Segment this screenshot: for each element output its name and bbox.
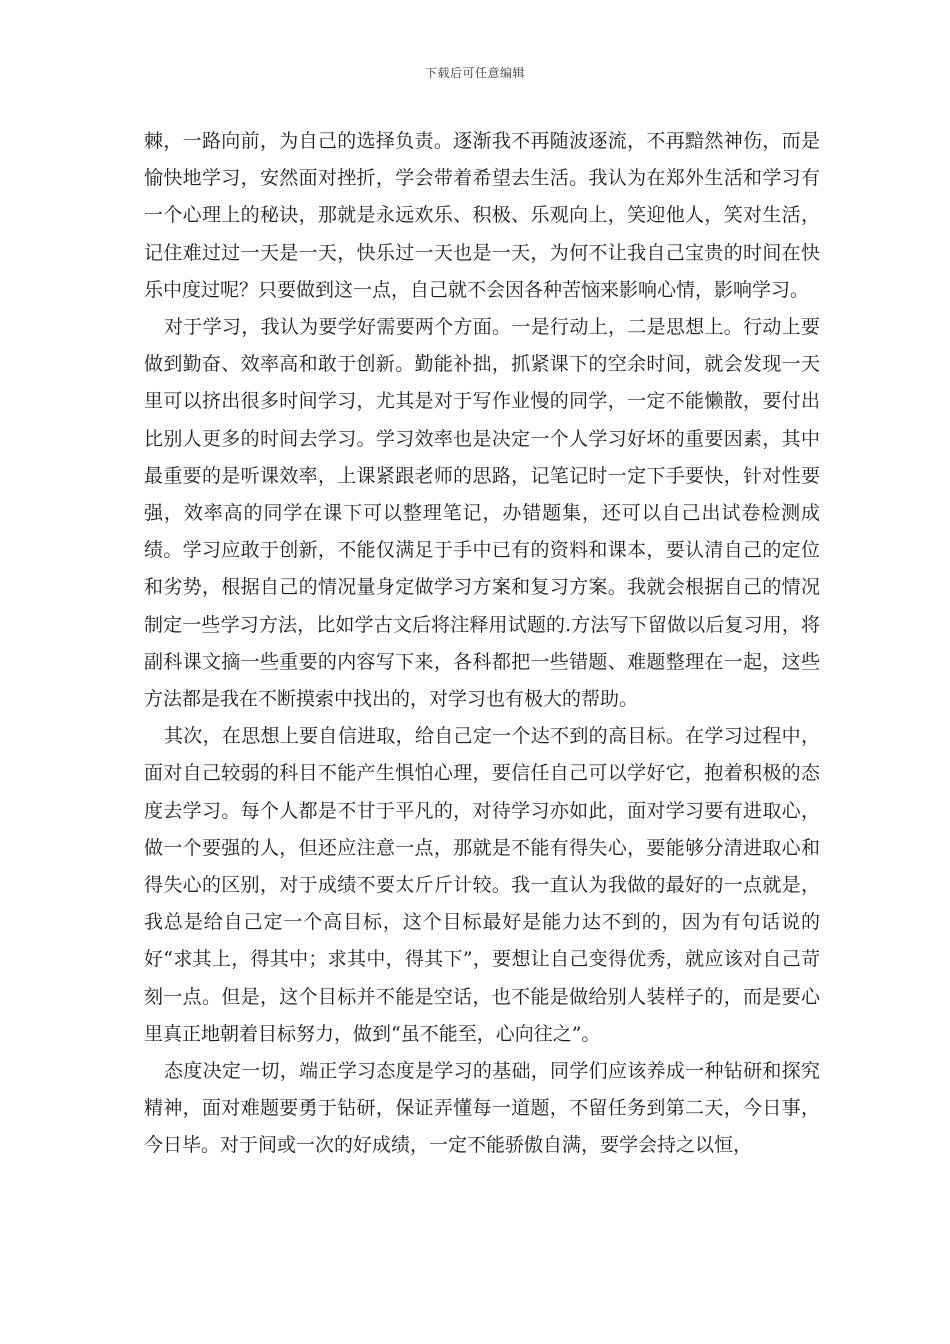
paragraph-attitude: 态度决定一切，端正学习态度是学习的基础，同学们应该养成一种钻研和探究精神，面对难题要勇于钻研，保证弄懂每一道题，不留任务到第二天，今日事，今日毕。对于间或一次的好成绩，一定不能骄傲自满，要学会持之以恒， [144,1060,820,1157]
page-header: 下载后可任意编辑 [424,66,525,80]
paragraph-continuation: 棘，一路向前，为自己的选择负责。逐渐我不再随波逐流，不再黯然神伤，而是愉快地学习，安然面对挫折，学会带着希望去生活。我认为在郑外生活和学习有一个心理上的秘诀，那就是永远欢乐、积极、乐观向上，笑迎他人，笑对生活，记住难过过一天是一天，快乐过一天也是一天，为何不让我自己宝贵的时间在快乐中度过呢？只要做到这一点，自己就不会因各种苦恼来影响心情，影响学习。 [144,130,820,301]
paragraph-study-methods: 对于学习，我认为要学好需要两个方面。一是行动上，二是思想上。行动上要做到勤奋、效率高和敢于创新。勤能补拙，抓紧课下的空余时间，就会发现一天里可以挤出很多时间学习，尤其是对于写作业慢的同学，一定不能懒散，要付出比别人更多的时间去学习。学习效率也是决定一个人学习好坏的重要因素，其中最重要的是听课效率，上课紧跟老师的思路，记笔记时一定下手要快，针对性要强，效率高的同学在课下可以整理笔记，办错题集，还可以自己出试卷检测成绩。学习应敢于创新，不能仅满足于手中已有的资料和课本，要认清自己的定位和劣势，根据自己的情况量身定做学习方案和复习方案。我就会根据自己的情况制定一些学习方法，比如学古文后将注释用试题的.方法写下留做以后复习用，将副科课文摘一些重要的内容写下来，各科都把一些错题、难题整理在一起，这些方法都是我在不断摸索中找出的，对学习也有极大的帮助。 [144,316,820,711]
paragraph-mindset: 其次，在思想上要自信进取，给自己定一个达不到的高目标。在学习过程中，面对自己较弱的科目不能产生惧怕心理，要信任自己可以学好它，抱着积极的态度去学习。每个人都是不甘于平凡的，对待学习亦如此，面对学习要有进取心，做一个要强的人，但还应注意一点，那就是不能有得失心，要能够分清进取心和得失心的区别，对于成绩不要太斤斤计较。我一直认为我做的最好的一点就是，我总是给自己定一个高目标，这个目标最好是能力达不到的，因为有句话说的好“求其上，得其中；求其中，得其下”，要想让自己变得优秀，就应该对自己苛刻一点。但是，这个目标并不能是空话，也不能是做给别人装样子的，而是要心里真正地朝着目标努力，做到“虽不能至，心向往之”。 [144,725,820,1045]
document-body [144,123,820,1165]
